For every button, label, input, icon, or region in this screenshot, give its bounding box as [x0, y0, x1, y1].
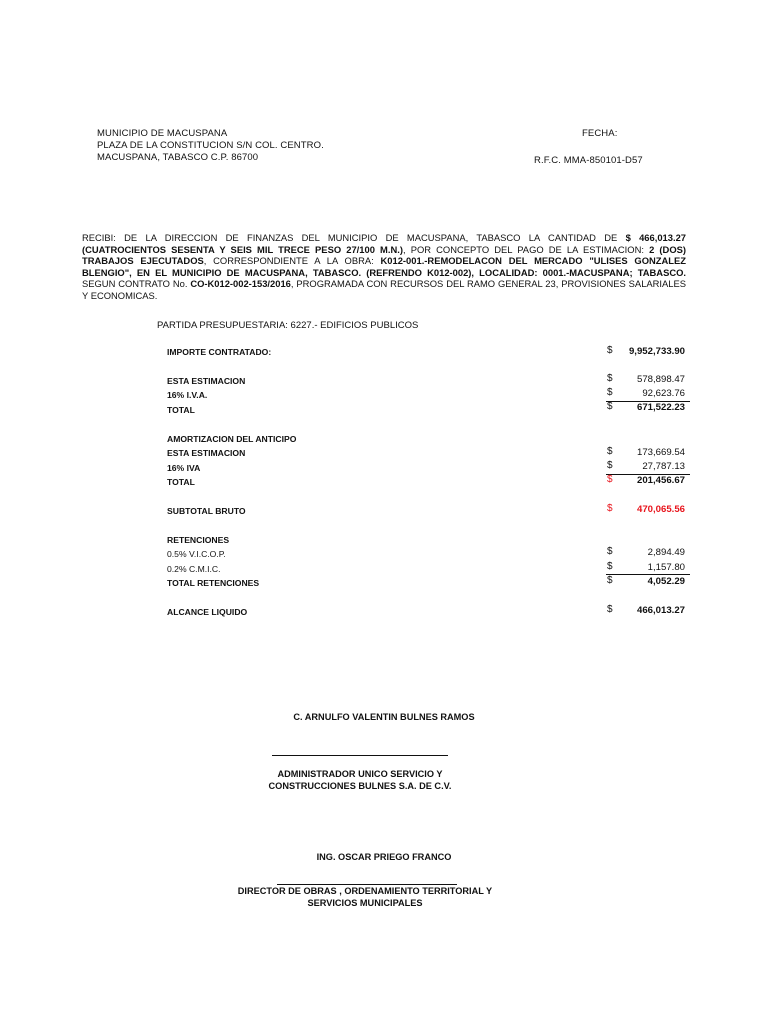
amortizacion-header: AMORTIZACION DEL ANTICIPO	[167, 434, 297, 444]
header-line-1: MUNICIPIO DE MACUSPANA	[97, 128, 228, 139]
alcance-label: ALCANCE LIQUIDO	[167, 607, 248, 617]
subtotal-value: 470,065.56	[636, 504, 685, 515]
signature-role-2-line-1: DIRECTOR DE OBRAS , ORDENAMIENTO TERRITORIAL Y	[237, 886, 493, 896]
cmic-label: 0.2% C.M.I.C.	[167, 564, 221, 574]
currency-symbol: $	[607, 401, 613, 412]
amort-iva-value: 27,787.13	[642, 461, 685, 472]
currency-symbol: $	[607, 561, 613, 572]
importe-value: 9,952,733.90	[628, 346, 685, 357]
currency-symbol: $	[607, 373, 613, 384]
total-line	[606, 574, 690, 575]
paragraph-text-4: SEGUN CONTRATO No.	[82, 278, 191, 290]
total-retenciones-label: TOTAL RETENCIONES	[167, 578, 260, 588]
signature-role-1	[230, 768, 490, 792]
currency-symbol: $	[607, 446, 613, 457]
paragraph-obra: K012-001.-REMODELACON DEL MERCADO "ULISES GONZALEZ BLENGIO", EN EL MUNICIPIO DE MACUSPANA, TABASCO. (REFRENDO K012-002), LOCALIDAD: 0001.-MACUSPANA; TABASCO.	[82, 255, 686, 278]
paragraph-contrato: CO-K012-002-153/2016	[190, 278, 291, 290]
signature-role-1-line-1: ADMINISTRADOR UNICO SERVICIO Y	[277, 769, 443, 779]
alcance-value: 466,013.27	[636, 605, 685, 616]
fecha-label: FECHA:	[582, 128, 618, 139]
signature-role-1-line-2: CONSTRUCCIONES BULNES S.A. DE C.V.	[268, 781, 452, 791]
signature-role-2-line-2: SERVICIOS MUNICIPALES	[307, 898, 423, 908]
total-retenciones-value: 4,052.29	[647, 576, 685, 587]
paragraph-text-3: , CORRESPONDIENTE A LA OBRA:	[203, 255, 381, 267]
paragraph-estimacion: 2 (DOS) TRABAJOS EJECUTADOS	[82, 243, 686, 267]
currency-symbol: $	[607, 604, 613, 615]
signature-role-2	[220, 885, 510, 909]
amort-estimacion-value: 173,669.54	[636, 447, 685, 458]
vicop-label: 0.5% V.I.C.O.P.	[167, 549, 226, 559]
subtotal-label: SUBTOTAL BRUTO	[167, 506, 246, 516]
iva-label: 16% I.V.A.	[167, 390, 208, 400]
paragraph-text-2: , POR CONCEPTO DEL PAGO DE LA ESTIMACION:	[402, 243, 650, 255]
receipt-paragraph	[82, 232, 686, 302]
iva-value: 92,623.76	[642, 388, 685, 399]
signature-line-1	[272, 755, 448, 756]
currency-symbol: $	[607, 387, 613, 398]
total-1-value: 671,522.23	[636, 402, 685, 413]
total-2-value: 201,456.67	[636, 475, 685, 486]
paragraph-text-1: RECIBI: DE LA DIRECCION DE FINANZAS DEL MUNICIPIO DE MACUSPANA, TABASCO LA CANTIDAD DE	[82, 232, 626, 243]
rfc-text: R.F.C. MMA-850101-D57	[534, 155, 643, 166]
amort-estimacion-label: ESTA ESTIMACION	[167, 448, 246, 458]
importe-label: IMPORTE CONTRATADO:	[167, 347, 272, 357]
currency-symbol: $	[607, 503, 613, 514]
header-line-2: PLAZA DE LA CONSTITUCION S/N COL. CENTRO.	[97, 140, 324, 151]
currency-symbol: $	[607, 575, 613, 586]
currency-symbol: $	[607, 345, 613, 356]
retenciones-header: RETENCIONES	[167, 535, 230, 545]
total-1-label: TOTAL	[167, 405, 195, 415]
total-2-label: TOTAL	[167, 477, 195, 487]
paragraph-text-5: , PROGRAMADA CON RECURSOS DEL RAMO GENERAL 23, PROVISIONES SALARIALES Y ECONOMICAS.	[82, 278, 687, 301]
currency-symbol: $	[607, 474, 613, 485]
paragraph-amount: $ 466,013.27 (CUATROCIENTOS SESENTA Y SEIS MIL TRECE PESO 27/100 M.N.)	[82, 232, 686, 255]
signature-name-2: ING. OSCAR PRIEGO FRANCO	[316, 852, 452, 862]
cmic-value: 1,157.80	[647, 562, 685, 573]
currency-symbol: $	[607, 546, 613, 557]
currency-symbol: $	[607, 460, 613, 471]
header-line-3: MACUSPANA, TABASCO C.P. 86700	[97, 152, 259, 163]
amort-iva-label: 16% IVA	[167, 463, 201, 473]
estimacion-value: 578,898.47	[636, 374, 685, 385]
estimacion-label: ESTA ESTIMACION	[167, 376, 246, 386]
partida-presupuestaria: PARTIDA PRESUPUESTARIA: 6227.- EDIFICIOS PUBLICOS	[157, 320, 419, 331]
vicop-value: 2,894.49	[647, 547, 685, 558]
signature-name-1: C. ARNULFO VALENTIN BULNES RAMOS	[293, 712, 475, 722]
